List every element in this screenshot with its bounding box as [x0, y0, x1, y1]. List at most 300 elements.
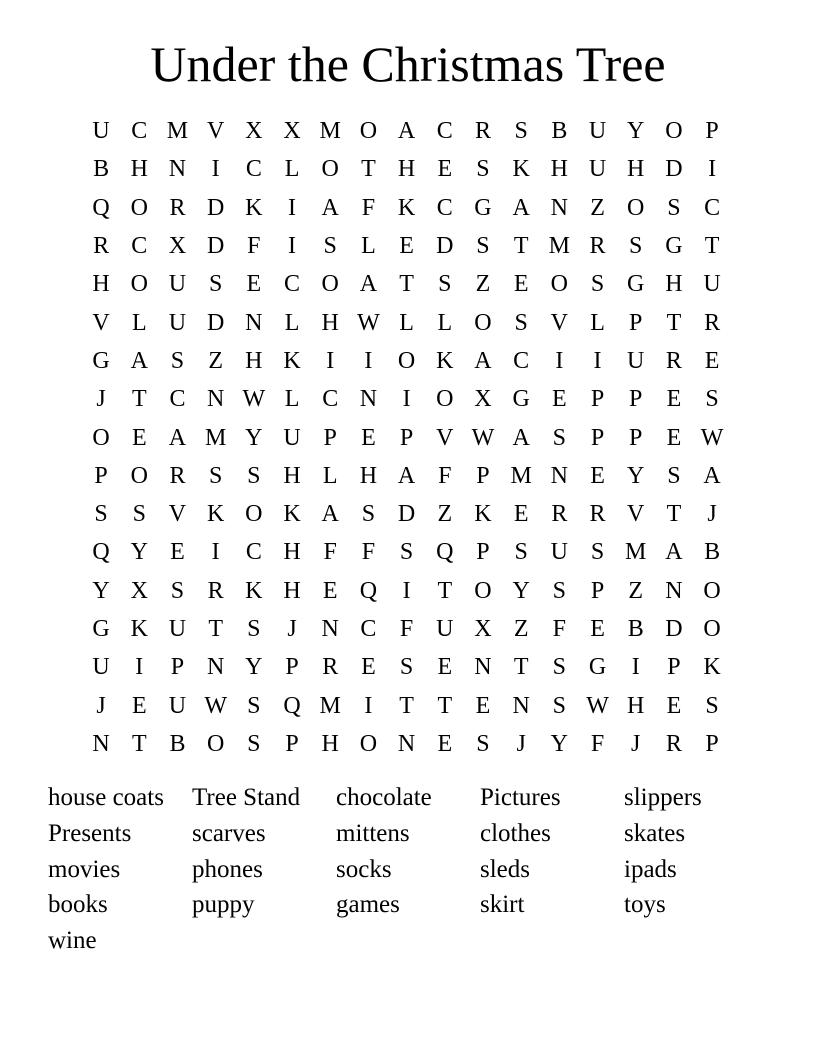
grid-letter: F: [323, 539, 337, 566]
grid-letter: P: [170, 654, 185, 681]
grid-letter: R: [169, 194, 186, 221]
grid-letter: G: [474, 194, 492, 221]
grid-letter: S: [476, 156, 490, 183]
page-title: Under the Christmas Tree: [150, 36, 666, 92]
grid-letter: X: [130, 577, 148, 604]
grid-letter: Q: [436, 539, 454, 566]
grid-letter: A: [397, 118, 416, 145]
grid-letter: X: [283, 118, 301, 145]
grid-letter: E: [552, 386, 567, 413]
grid-letter: T: [399, 271, 414, 298]
grid-letter: E: [399, 233, 414, 260]
grid-letter: G: [627, 271, 645, 298]
grid-letter: U: [436, 616, 454, 642]
grid-letter: Z: [475, 271, 491, 298]
grid-letter: O: [321, 156, 339, 183]
grid-letter: Y: [245, 654, 263, 681]
grid-letter: M: [204, 424, 227, 451]
grid-letter: K: [436, 347, 454, 374]
grid-letter: T: [513, 233, 529, 260]
grid-letter: K: [206, 501, 225, 528]
grid-letter: K: [245, 194, 263, 221]
word-list-item: games: [336, 891, 400, 919]
grid-letter: T: [361, 156, 376, 183]
grid-letter: V: [206, 118, 225, 145]
grid-letter: E: [131, 692, 147, 719]
grid-letter: M: [319, 692, 341, 719]
grid-letter: L: [361, 233, 376, 260]
grid-letter: H: [665, 271, 683, 298]
word-list-item: ipads: [624, 855, 677, 883]
grid-letter: V: [550, 309, 569, 336]
grid-letter: E: [513, 271, 529, 298]
grid-letter: M: [166, 118, 189, 145]
grid-letter: A: [474, 347, 492, 374]
grid-letter: P: [629, 386, 643, 413]
word-list: [48, 780, 768, 959]
grid-letter: Q: [92, 194, 110, 221]
grid-letter: O: [130, 462, 148, 489]
grid-letter: U: [283, 424, 301, 451]
grid-letter: T: [131, 730, 147, 757]
grid-letter: O: [130, 271, 148, 298]
letter-grid: [82, 112, 731, 763]
grid-letter: A: [665, 539, 683, 566]
grid-letter: F: [590, 730, 605, 757]
grid-letter: N: [474, 654, 492, 681]
grid-letter: P: [667, 654, 681, 681]
grid-letter: M: [548, 233, 571, 260]
grid-row: [82, 189, 731, 227]
grid-letter: Z: [628, 577, 644, 604]
grid-letter: E: [666, 692, 682, 719]
grid-letter: D: [397, 501, 416, 528]
grid-letter: S: [361, 501, 376, 528]
grid-letter: O: [245, 501, 263, 528]
grid-letter: H: [321, 309, 339, 336]
grid-letter: P: [705, 118, 719, 145]
grid-letter: K: [245, 577, 263, 604]
grid-letter: I: [593, 347, 602, 374]
grid-letter: Y: [92, 577, 110, 604]
grid-letter: V: [627, 501, 645, 528]
grid-letter: U: [627, 347, 645, 374]
grid-letter: S: [170, 347, 185, 374]
grid-letter: Y: [130, 539, 148, 566]
grid-letter: R: [589, 501, 606, 528]
grid-letter: X: [474, 386, 492, 413]
grid-letter: S: [514, 309, 528, 336]
grid-letter: Z: [513, 616, 529, 642]
grid-row: [82, 686, 731, 724]
grid-letter: S: [590, 539, 605, 566]
grid-letter: H: [283, 577, 301, 604]
grid-letter: M: [319, 118, 341, 145]
word-list-item: phones: [192, 855, 263, 883]
grid-letter: U: [588, 118, 607, 145]
grid-letter: E: [361, 654, 376, 681]
grid-letter: E: [361, 424, 376, 451]
word-list-item: books: [48, 891, 108, 919]
grid-letter: O: [130, 194, 148, 221]
grid-letter: T: [437, 577, 453, 604]
grid-letter: C: [436, 118, 453, 145]
grid-letter: C: [131, 118, 148, 145]
grid-letter: G: [512, 386, 530, 413]
grid-letter: I: [288, 233, 297, 260]
grid-letter: E: [246, 271, 262, 298]
grid-letter: V: [92, 309, 110, 336]
grid-letter: E: [437, 156, 453, 183]
grid-letter: H: [359, 462, 378, 489]
word-list-item: sleds: [480, 855, 530, 883]
grid-letter: H: [283, 539, 301, 566]
grid-letter: P: [94, 462, 108, 489]
grid-letter: P: [323, 424, 337, 451]
grid-letter: P: [590, 386, 605, 413]
grid-letter: W: [357, 309, 380, 336]
grid-letter: A: [168, 424, 187, 451]
word-list-item: house coats: [48, 784, 164, 811]
grid-letter: P: [285, 654, 299, 681]
grid-letter: C: [322, 386, 339, 413]
grid-letter: W: [471, 424, 495, 451]
grid-letter: Z: [208, 347, 223, 374]
grid-letter: N: [397, 730, 416, 757]
grid-letter: N: [665, 577, 683, 604]
grid-letter: H: [627, 692, 645, 719]
grid-letter: H: [627, 156, 645, 183]
word-list-item: clothes: [480, 819, 551, 847]
grid-letter: N: [550, 194, 569, 221]
grid-letter: E: [590, 462, 605, 489]
grid-letter: S: [399, 654, 414, 681]
grid-letter: I: [211, 156, 220, 183]
grid-letter: R: [665, 730, 682, 757]
grid-letter: D: [206, 194, 225, 221]
grid-letter: Z: [437, 501, 453, 528]
grid-letter: T: [131, 386, 147, 413]
grid-letter: N: [92, 730, 110, 757]
grid-letter: G: [588, 654, 607, 681]
grid-letter: J: [707, 501, 717, 528]
grid-letter: F: [247, 233, 261, 260]
grid-letter: J: [96, 386, 106, 413]
grid-letter: L: [284, 156, 300, 183]
grid-letter: S: [629, 233, 643, 260]
grid-letter: S: [208, 462, 223, 489]
grid-letter: D: [206, 233, 225, 260]
word-list-item: mittens: [336, 819, 410, 847]
grid-letter: N: [512, 692, 530, 719]
grid-letter: U: [550, 539, 569, 566]
word-list-item: toys: [624, 891, 666, 919]
grid-letter: U: [168, 616, 187, 642]
grid-letter: S: [476, 730, 490, 757]
grid-letter: B: [627, 616, 644, 642]
grid-letter: D: [665, 616, 683, 642]
grid-row: [82, 227, 731, 265]
grid-letter: T: [513, 654, 529, 681]
grid-letter: H: [397, 156, 416, 183]
grid-letter: H: [92, 271, 110, 298]
grid-letter: F: [361, 194, 376, 221]
grid-letter: Y: [512, 577, 530, 604]
grid-letter: N: [206, 386, 225, 413]
word-list-item: socks: [336, 855, 392, 883]
grid-letter: O: [703, 577, 721, 604]
grid-letter: G: [92, 347, 110, 374]
grid-letter: P: [285, 730, 299, 757]
grid-row: [82, 495, 731, 533]
grid-letter: V: [436, 424, 454, 451]
grid-letter: I: [555, 347, 564, 374]
grid-letter: S: [552, 692, 567, 719]
grid-letter: O: [397, 347, 416, 374]
grid-letter: S: [132, 501, 146, 528]
grid-letter: T: [399, 692, 414, 719]
grid-letter: Q: [283, 692, 301, 719]
grid-letter: I: [364, 347, 373, 374]
grid-letter: P: [476, 462, 490, 489]
grid-letter: X: [168, 233, 187, 260]
grid-letter: L: [284, 386, 300, 413]
grid-letter: U: [92, 118, 110, 145]
grid-letter: W: [204, 692, 227, 719]
grid-letter: A: [512, 424, 530, 451]
grid-letter: N: [550, 462, 569, 489]
grid-letter: G: [665, 233, 683, 260]
grid-letter: R: [665, 347, 682, 374]
grid-letter: U: [168, 692, 187, 719]
grid-letter: N: [321, 616, 339, 642]
grid-letter: J: [631, 730, 641, 757]
grid-letter: S: [552, 424, 567, 451]
grid-letter: D: [206, 309, 225, 336]
grid-letter: H: [130, 156, 148, 183]
grid-letter: S: [705, 386, 719, 413]
word-list-item: Pictures: [480, 784, 561, 811]
grid-letter: K: [397, 194, 416, 221]
grid-letter: E: [322, 577, 338, 604]
grid-letter: T: [666, 501, 682, 528]
grid-letter: T: [437, 692, 453, 719]
grid-letter: S: [323, 233, 337, 260]
grid-letter: O: [703, 616, 721, 642]
grid-letter: O: [550, 271, 569, 298]
word-list-item: movies: [48, 855, 121, 883]
grid-letter: I: [288, 194, 297, 221]
grid-letter: J: [96, 692, 106, 719]
grid-letter: F: [552, 616, 567, 642]
grid-letter: O: [321, 271, 339, 298]
grid-row: [82, 112, 731, 150]
grid-letter: C: [704, 194, 721, 221]
grid-letter: I: [364, 692, 373, 719]
grid-letter: I: [631, 654, 640, 681]
grid-letter: G: [92, 616, 110, 642]
grid-letter: L: [131, 309, 147, 336]
grid-letter: S: [590, 271, 605, 298]
grid-letter: T: [666, 309, 682, 336]
grid-letter: R: [704, 309, 721, 336]
grid-letter: S: [247, 616, 261, 642]
grid-letter: O: [627, 194, 645, 221]
grid-row: [82, 457, 731, 495]
grid-letter: H: [321, 730, 339, 757]
grid-letter: M: [625, 539, 647, 566]
grid-row: [82, 150, 731, 188]
grid-letter: U: [703, 271, 721, 298]
grid-letter: A: [512, 194, 530, 221]
grid-letter: R: [474, 118, 491, 145]
word-list-item: slippers: [624, 784, 702, 811]
grid-letter: Y: [627, 118, 645, 145]
grid-letter: K: [130, 616, 148, 642]
grid-letter: C: [245, 539, 262, 566]
grid-letter: C: [245, 156, 262, 183]
grid-row: [82, 303, 731, 341]
grid-letter: P: [705, 730, 719, 757]
grid-letter: L: [399, 309, 414, 336]
grid-letter: S: [399, 539, 414, 566]
grid-letter: C: [131, 233, 148, 260]
grid-letter: I: [326, 347, 335, 374]
grid-letter: R: [169, 462, 186, 489]
grid-letter: N: [206, 654, 225, 681]
grid-letter: S: [208, 271, 223, 298]
grid-letter: B: [169, 730, 186, 757]
grid-letter: A: [321, 501, 339, 528]
grid-letter: E: [513, 501, 529, 528]
grid-letter: S: [247, 462, 261, 489]
grid-letter: E: [666, 386, 682, 413]
grid-letter: Q: [92, 539, 110, 566]
grid-letter: L: [322, 462, 338, 489]
grid-letter: S: [552, 577, 567, 604]
grid-letter: E: [437, 654, 453, 681]
grid-letter: A: [703, 462, 721, 489]
grid-letter: F: [438, 462, 452, 489]
grid-letter: J: [287, 616, 297, 642]
grid-letter: S: [514, 118, 528, 145]
grid-letter: N: [359, 386, 378, 413]
word-list-item: Presents: [48, 819, 132, 847]
grid-letter: O: [92, 424, 110, 451]
grid-letter: E: [437, 730, 453, 757]
grid-letter: A: [130, 347, 148, 374]
grid-letter: K: [283, 501, 301, 528]
grid-letter: P: [590, 424, 605, 451]
grid-letter: B: [551, 118, 568, 145]
grid-letter: S: [476, 233, 490, 260]
grid-letter: A: [359, 271, 378, 298]
grid-letter: V: [168, 501, 187, 528]
grid-letter: I: [708, 156, 717, 183]
grid-letter: R: [93, 233, 110, 260]
grid-letter: O: [474, 309, 492, 336]
grid-letter: E: [131, 424, 147, 451]
grid-letter: A: [321, 194, 339, 221]
grid-letter: Z: [590, 194, 605, 221]
grid-letter: I: [402, 386, 411, 413]
grid-letter: O: [665, 118, 683, 145]
grid-letter: C: [284, 271, 301, 298]
grid-letter: C: [436, 194, 453, 221]
grid-row: [82, 610, 731, 648]
grid-letter: I: [135, 654, 144, 681]
grid-letter: B: [704, 539, 721, 566]
grid-letter: B: [93, 156, 110, 183]
grid-letter: X: [474, 616, 492, 642]
grid-letter: U: [168, 309, 187, 336]
grid-letter: S: [667, 462, 681, 489]
word-list-item: skates: [624, 819, 686, 847]
grid-letter: K: [703, 654, 721, 681]
grid-letter: C: [513, 347, 530, 374]
grid-letter: A: [397, 462, 416, 489]
word-list-item: scarves: [192, 819, 266, 847]
grid-letter: H: [283, 462, 301, 489]
grid-letter: L: [590, 309, 605, 336]
grid-letter: C: [360, 616, 377, 642]
word-list-item: chocolate: [336, 784, 432, 811]
grid-letter: P: [476, 539, 490, 566]
grid-letter: I: [211, 539, 220, 566]
grid-row: [82, 533, 731, 571]
grid-letter: M: [510, 462, 532, 489]
grid-letter: R: [551, 501, 568, 528]
grid-letter: O: [474, 577, 492, 604]
grid-letter: P: [399, 424, 414, 451]
grid-letter: T: [704, 233, 720, 260]
grid-letter: Q: [359, 577, 378, 604]
grid-letter: W: [586, 692, 609, 719]
grid-letter: L: [284, 309, 300, 336]
grid-letter: T: [208, 616, 223, 642]
grid-letter: J: [516, 730, 526, 757]
grid-letter: E: [170, 539, 185, 566]
grid-letter: W: [700, 424, 724, 451]
grid-letter: S: [170, 577, 185, 604]
grid-letter: D: [436, 233, 454, 260]
grid-letter: O: [436, 386, 454, 413]
grid-letter: X: [245, 118, 263, 145]
grid-letter: D: [665, 156, 683, 183]
grid-letter: E: [475, 692, 491, 719]
grid-letter: U: [92, 654, 110, 681]
grid-letter: K: [283, 347, 301, 374]
grid-letter: S: [247, 730, 261, 757]
grid-letter: R: [207, 577, 224, 604]
grid-letter: S: [552, 654, 567, 681]
word-list-item: puppy: [192, 891, 255, 919]
grid-letter: S: [438, 271, 452, 298]
grid-letter: O: [206, 730, 225, 757]
word-list-item: wine: [48, 927, 97, 955]
grid-letter: Y: [627, 462, 645, 489]
grid-letter: K: [512, 156, 530, 183]
grid-row: [82, 648, 731, 686]
grid-letter: P: [629, 309, 643, 336]
grid-letter: E: [590, 616, 605, 642]
grid-letter: F: [399, 616, 414, 642]
grid-letter: E: [704, 347, 720, 374]
grid-letter: O: [359, 118, 378, 145]
grid-letter: S: [94, 501, 108, 528]
grid-letter: L: [437, 309, 453, 336]
grid-row: [82, 342, 731, 380]
